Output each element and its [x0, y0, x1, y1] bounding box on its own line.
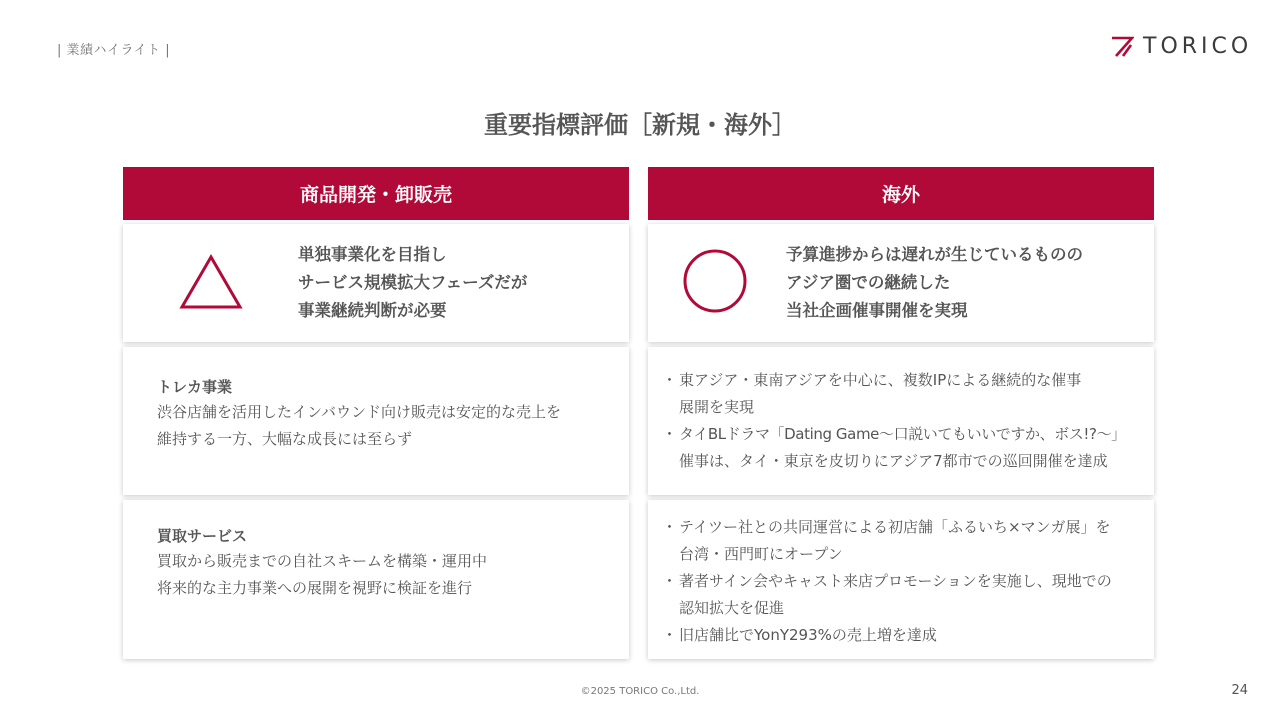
bullet-line: ・ 旧店舗比でYonY293%の売上増を達成 — [679, 626, 937, 644]
detail-card-asia-events — [648, 347, 1154, 495]
summary-text — [298, 241, 527, 325]
summary-line: アジア圏での継続した — [786, 273, 951, 292]
summary-line: 事業継続判断が必要 — [298, 301, 447, 320]
summary-line: 当社企画催事開催を実現 — [786, 301, 968, 320]
column-header: 商品開発・卸販売 — [123, 167, 629, 220]
bullet-item — [668, 568, 1144, 622]
bullet-list — [668, 367, 1144, 475]
bullet-line: 認知拡大を促進 — [679, 599, 785, 617]
logo — [1110, 34, 1252, 59]
column-overseas — [648, 167, 1154, 644]
bullet-line: ・ 著者サイン会やキャスト来店プロモーションを実施し、現地での — [679, 572, 1112, 590]
detail-card-trading-cards — [123, 347, 629, 495]
section-tag: | 業績ハイライト | — [57, 43, 171, 58]
page-number: 24 — [1231, 683, 1248, 698]
copyright: ©2025 TORICO Co.,Ltd. — [580, 686, 700, 697]
torico-mark-icon — [1110, 35, 1134, 59]
summary-line: 単独事業化を目指し — [298, 245, 447, 264]
detail-line: 買取から販売までの自社スキームを構築・運用中 — [157, 552, 488, 570]
detail-line: 維持する一方、大幅な成長には至らず — [157, 430, 413, 448]
bullet-line: ・ 東アジア・東南アジアを中心に、複数IPによる継続的な催事 — [679, 371, 1082, 389]
summary-card — [123, 224, 629, 342]
bullet-item — [668, 421, 1144, 475]
detail-line: 将来的な主力事業への展開を視野に検証を進行 — [157, 579, 473, 597]
detail-card-taiwan-store — [648, 500, 1154, 659]
bullet-item — [668, 622, 1144, 649]
bullet-item — [668, 514, 1144, 568]
detail-heading: トレカ事業 — [157, 378, 233, 396]
bullet-line: ・ テイツー社との共同運営による初店舗「ふるいち×マンガ展」を — [679, 518, 1111, 536]
column-header: 海外 — [648, 167, 1154, 220]
circle-icon — [682, 248, 748, 314]
detail-card-buyback — [123, 500, 629, 659]
bullet-line: 台湾・西門町にオープン — [679, 545, 843, 563]
summary-text — [786, 241, 1083, 325]
summary-line: 予算進捗からは遅れが生じているものの — [786, 245, 1083, 264]
bullet-list — [668, 514, 1144, 649]
bullet-line: 催事は、タイ・東京を皮切りにアジア7都市での巡回開催を達成 — [679, 452, 1108, 470]
detail-body — [157, 548, 487, 602]
column-product-development — [123, 167, 629, 597]
page-title: 重要指標評価［新規・海外］ — [484, 111, 796, 139]
detail-line: 渋谷店舗を活用したインバウンド向け販売は安定的な売上を — [157, 403, 561, 421]
detail-body — [157, 399, 561, 453]
bullet-line: ・ タイBLドラマ「Dating Game〜口説いてもいいですか、ボス!?〜」 — [679, 425, 1126, 443]
bullet-line: 展開を実現 — [679, 398, 755, 416]
detail-heading: 買取サービス — [157, 527, 248, 545]
summary-card — [648, 224, 1154, 342]
triangle-icon — [178, 251, 244, 311]
logo-text: TORICO — [1143, 34, 1253, 59]
summary-line: サービス規模拡大フェーズだが — [298, 273, 528, 292]
bullet-item — [668, 367, 1144, 421]
